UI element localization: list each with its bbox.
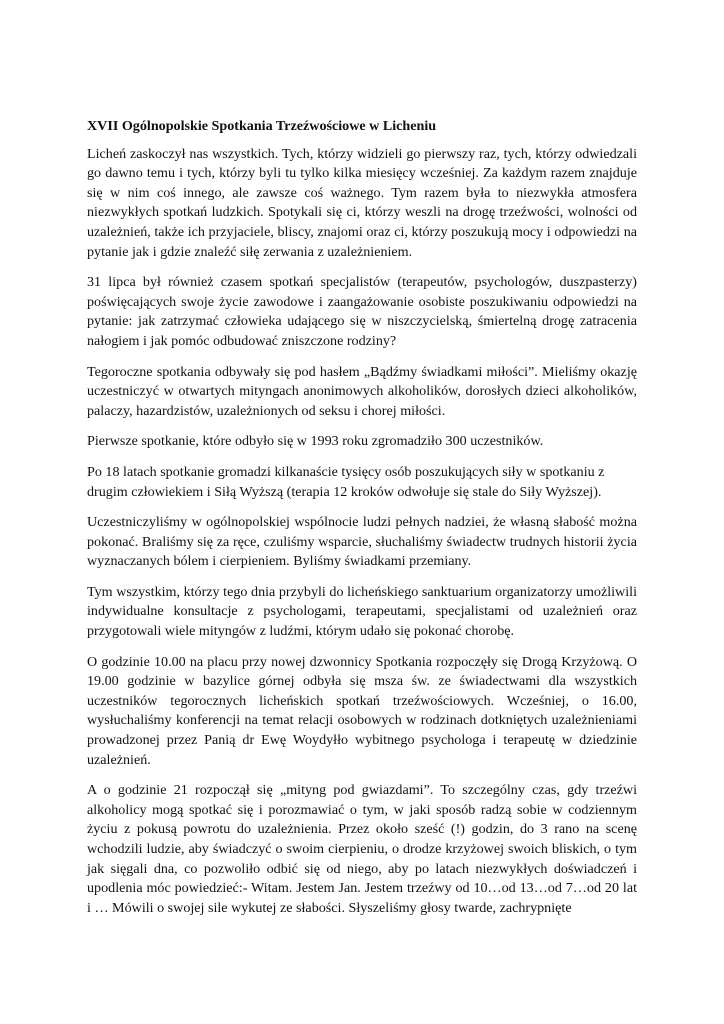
- paragraph-consultations: Tym wszystkim, którzy tego dnia przybyli do licheńskiego sanktuarium organizatorzy umożliwili indywidualne konsultacje z psychologami, terapeutami, specjalistami od uzależnień oraz przygotowali wiele mityngów z ludźmi, którym udało się pokonać chorobę.: [87, 583, 637, 640]
- paragraph-community: Uczestniczyliśmy w ogólnopolskiej wspólnocie ludzi pełnych nadziei, że własną słabość można pokonać. Braliśmy się za ręce, czuliśmy wsparcie, słuchaliśmy świadectw trudnych historii życia wyznaczanych bólem i cierpieniem. Byliśmy świadkami przemiany.: [87, 514, 637, 570]
- paragraph-eighteen-years: Po 18 latach spotkanie gromadzi kilkanaście tysięcy osób poszukujących siły w spotkaniu z drugim człowiekiem i Siłą Wyższą (terapia 12 kroków odwołuje się stale do Siły Wyższej).: [87, 463, 605, 500]
- paragraph-motto: Tegoroczne spotkania odbywały się pod hasłem „Bądźmy świadkami miłości”. Mieliśmy okazję uczestniczyć w otwartych mityngach anonimowych alkoholików, dorosłych dzieci alkoholików, palaczy, hazardzistów, uzależnionych od seksu i chorej miłości.: [87, 363, 637, 419]
- paragraph-specialists: 31 lipca był również czasem spotkań specjalistów (terapeutów, psychologów, duszpasterzy) poświęcających swoje życie zawodowe i zaangażowanie osobiste poszukiwaniu odpowiedzi na pytanie: jak zatrzymać człowieka udającego się w niszczycielską, śmiertelną drogę zatracenia nałogiem i jak pomóc odbudować zniszczone rodziny?: [87, 274, 637, 349]
- document-page: [87, 117, 637, 929]
- document-title: XVII Ogólnopolskie Spotkania Trzeźwościowe w Licheniu: [87, 118, 437, 134]
- paragraph-schedule: O godzinie 10.00 na placu przy nowej dzwonnicy Spotkania rozpoczęły się Drogą Krzyżową. O 19.00 godzinie w bazylice górnej odbyła się msza św. ze świadectwami dla wszystkich uczestników tegorocznych licheńskich spotkań trzeźwościowych. Wcześniej, o 16.00, wysłuchaliśmy konferencji na temat relacji osobowych w rodzinach dotkniętych uzależnieniami prowadzonej przez Panią dr Ewę Woydyłło wybitnego psychologa i terapeutę w dziedzinie uzależnień.: [87, 653, 637, 768]
- paragraph-first-meeting: Pierwsze spotkanie, które odbyło się w 1993 roku zgromadziło 300 uczestników.: [87, 433, 544, 450]
- paragraph-meeting-under-stars: A o godzinie 21 rozpoczął się „mityng pod gwiazdami”. To szczególny czas, gdy trzeźwi alkoholicy mogą spotkać się i porozmawiać o tym, w jaki sposób radzą sobie w codziennym życiu z pokusą powrotu do uzależnienia. Przez około sześć (!) godzin, do 3 rano na scenę wchodzili ludzie, aby świadczyć o swoim cierpieniu, o drodze krzyżowej swoich bliskich, o tym jak sięgali dna, co pozwoliło odbić się od niego, aby po latach niezwykłych doświadczeń i upodlenia móc powiedzieć:- Witam. Jestem Jan. Jestem trzeźwy od 10…od 13…od 7…od 20 lat i … Mówili o swojej sile wykutej ze słabości. Słyszeliśmy głosy twarde, zachrypnięte: [87, 782, 637, 916]
- paragraph-lichen-intro: Licheń zaskoczył nas wszystkich. Tych, którzy widzieli go pierwszy raz, tych, którzy odwiedzali go dawno temu i tych, którzy byli tu tylko kilka miesięcy wcześniej. Za każdym razem znajduje się w nim coś innego, ale zawsze coś ważnego. Tym razem była to niezwykła atmosfera niezwykłych spotkań ludzkich. Spotykali się ci, którzy weszli na drogę trzeźwości, wolności od uzależnień, także ich przyjaciele, bliscy, znajomi oraz ci, którzy poszukują mocy i odpowiedzi na pytanie jak i gdzie znaleźć siłę zerwania z uzależnieniem.: [87, 145, 637, 260]
